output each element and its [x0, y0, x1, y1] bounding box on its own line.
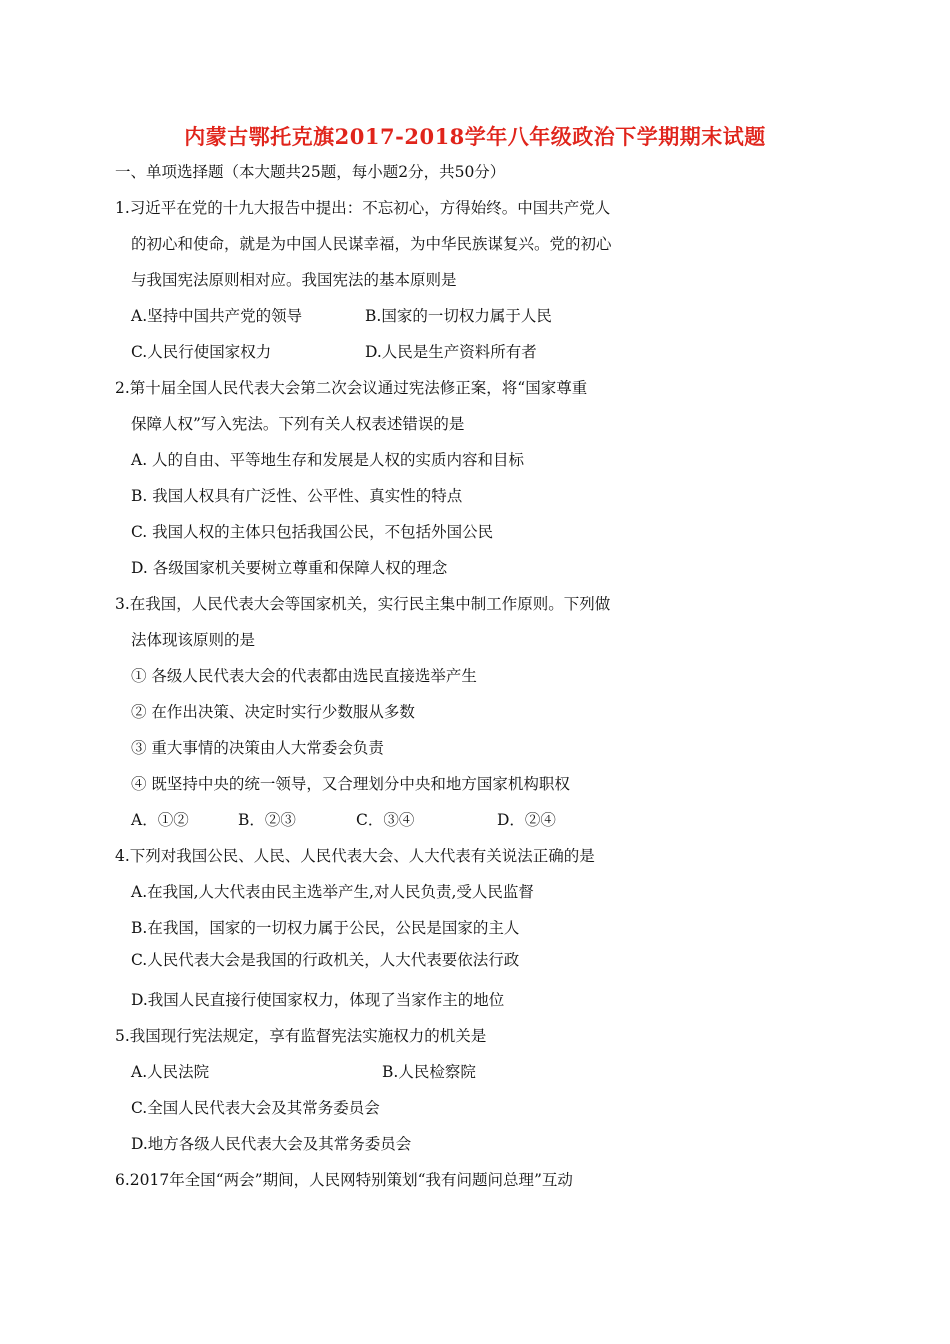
section-heading: 一、单项选择题（本大题共25题，每小题2分，共50分） [115, 163, 506, 181]
q3-option-c: C．③④ [356, 811, 415, 829]
q3-option-a: A．①② [131, 811, 189, 829]
q4-option-c: C.人民代表大会是我国的行政机关，人大代表要依法行政 [131, 951, 520, 969]
q1-option-c: C.人民行使国家权力 [131, 343, 272, 361]
q4-option-d: D.我国人民直接行使国家权力，体现了当家作主的地位 [131, 991, 505, 1009]
q1-option-a: A.坚持中国共产党的领导 [131, 307, 303, 325]
q3-statement-4: ④ 既坚持中央的统一领导，又合理划分中央和地方国家机构职权 [131, 775, 570, 793]
q2-option-d: D. 各级国家机关要树立尊重和保障人权的理念 [131, 559, 448, 577]
q2-stem-line2: 保障人权”写入宪法。下列有关人权表述错误的是 [131, 415, 465, 433]
q3-statement-1: ① 各级人民代表大会的代表都由选民直接选举产生 [131, 667, 477, 685]
q4-option-b: B.在我国，国家的一切权力属于公民，公民是国家的主人 [131, 919, 520, 937]
q2-stem-line1: 2.第十届全国人民代表大会第二次会议通过宪法修正案，将“国家尊重 [115, 379, 588, 397]
q3-stem-line1: 3.在我国，人民代表大会等国家机关，实行民主集中制工作原则。下列做 [115, 595, 611, 613]
q2-option-c: C. 我国人权的主体只包括我国公民，不包括外国公民 [131, 523, 494, 541]
q3-stem-line2: 法体现该原则的是 [131, 631, 256, 649]
q1-option-b: B.国家的一切权力属于人民 [365, 307, 552, 325]
q5-option-c: C.全国人民代表大会及其常务委员会 [131, 1099, 380, 1117]
q3-statement-3: ③ 重大事情的决策由人大常委会负责 [131, 739, 384, 757]
q1-stem-line1: 1.习近平在党的十九大报告中提出：不忘初心，方得始终。中国共产党人 [115, 199, 611, 217]
q1-stem-line3: 与我国宪法原则相对应。我国宪法的基本原则是 [131, 271, 457, 289]
q4-option-a: A.在我国,人大代表由民主选举产生,对人民负责,受人民监督 [131, 883, 534, 901]
q5-stem-line1: 5.我国现行宪法规定，享有监督宪法实施权力的机关是 [115, 1027, 487, 1045]
q3-option-d: D．②④ [497, 811, 556, 829]
q3-option-b: B．②③ [238, 811, 296, 829]
exam-title: 内蒙古鄂托克旗2017-2018学年八年级政治下学期期末试题 [184, 124, 766, 149]
q5-option-a: A.人民法院 [131, 1063, 210, 1081]
q2-option-b: B. 我国人权具有广泛性、公平性、真实性的特点 [131, 487, 463, 505]
q1-option-d: D.人民是生产资料所有者 [365, 343, 537, 361]
q6-stem-line1: 6.2017年全国“两会”期间，人民网特别策划“我有问题问总理”互动 [115, 1171, 573, 1189]
q3-statement-2: ② 在作出决策、决定时实行少数服从多数 [131, 703, 415, 721]
q5-option-d: D.地方各级人民代表大会及其常务委员会 [131, 1135, 412, 1153]
q4-stem-line1: 4.下列对我国公民、人民、人民代表大会、人大代表有关说法正确的是 [115, 847, 595, 865]
q5-option-b: B.人民检察院 [382, 1063, 476, 1081]
q2-option-a: A. 人的自由、平等地生存和发展是人权的实质内容和目标 [131, 451, 525, 469]
q1-stem-line2: 的初心和使命，就是为中国人民谋幸福，为中华民族谋复兴。党的初心 [131, 235, 612, 253]
